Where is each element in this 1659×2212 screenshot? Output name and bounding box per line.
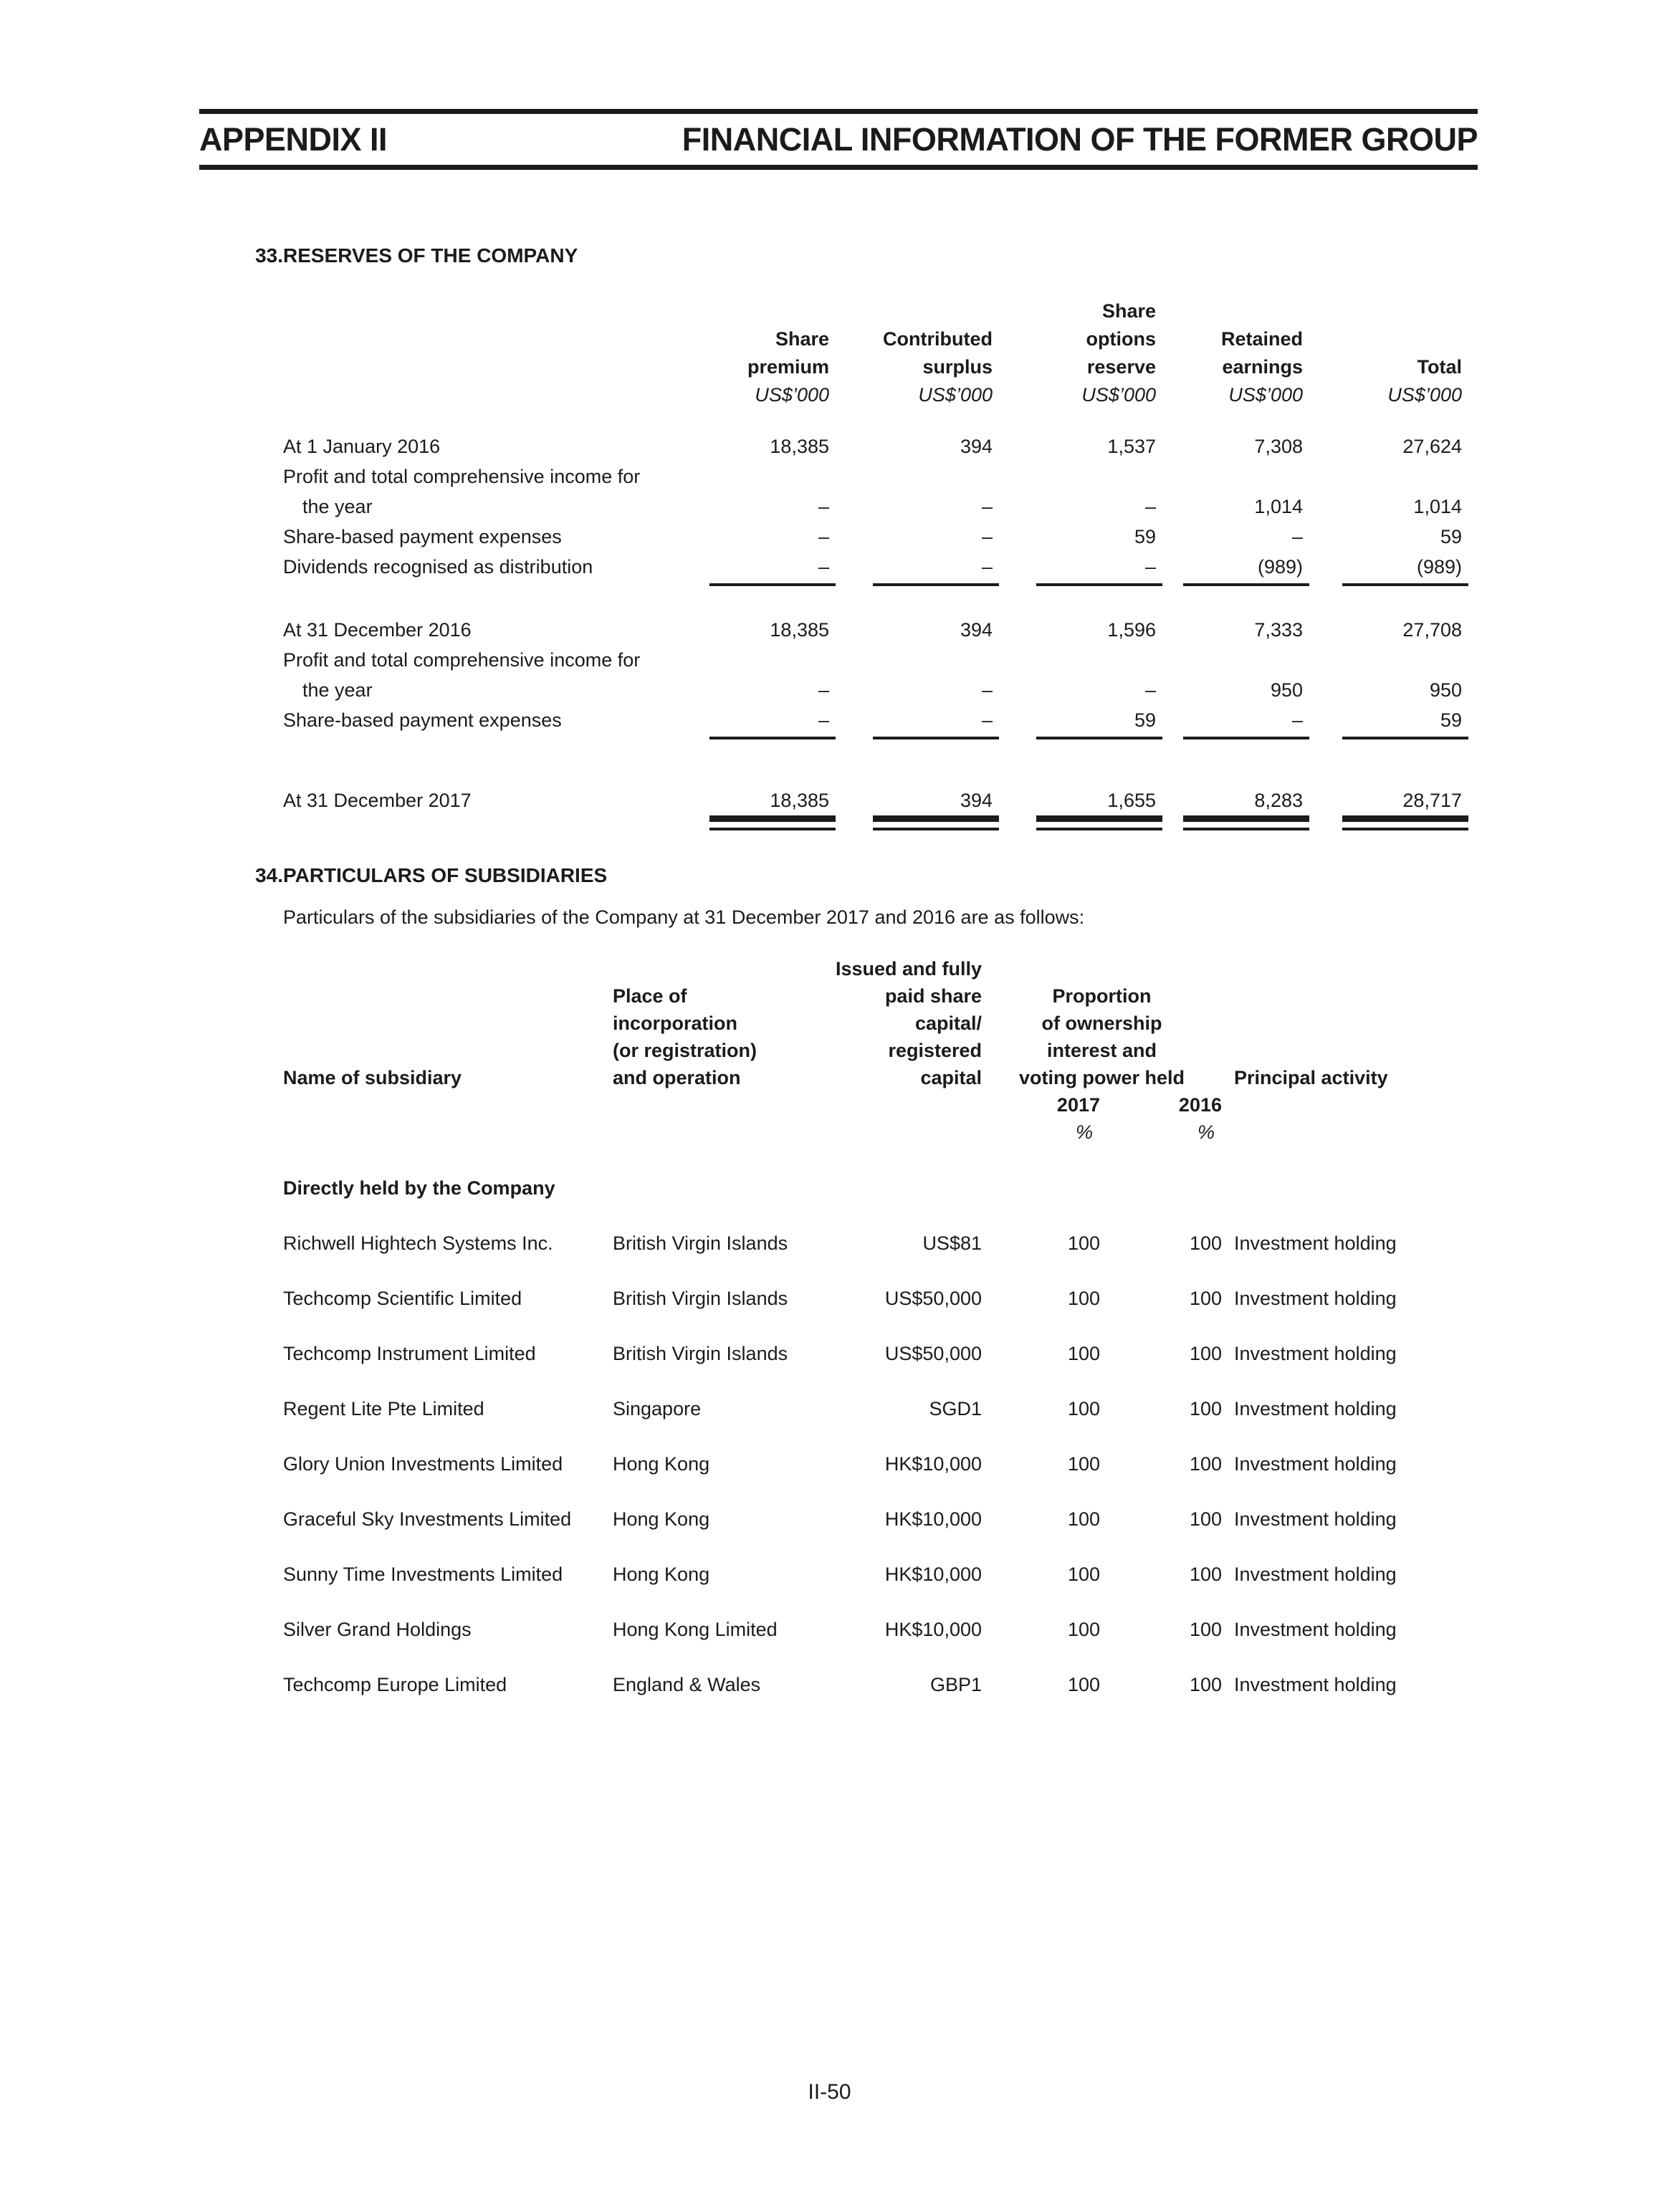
cell-value: – [818, 679, 829, 701]
cell-value: – [818, 556, 829, 578]
cell-value [1156, 461, 1303, 492]
cell-held-2017: 100 [1067, 1453, 1100, 1475]
cell-value: (989) [1257, 556, 1303, 578]
document-title: FINANCIAL INFORMATION OF THE FORMER GROUP [682, 121, 1478, 158]
cell-place: England & Wales [613, 1674, 761, 1695]
cell-held-2016: 100 [1189, 1343, 1222, 1364]
cell-value: 18,385 [770, 436, 829, 457]
subsidiaries-table [0, 955, 1659, 1728]
cell-held-2017: 100 [1067, 1508, 1100, 1530]
double-rule [709, 815, 836, 830]
col-header-line: of ownership [1041, 1012, 1162, 1034]
cell-value: – [818, 526, 829, 547]
column-header [993, 297, 1156, 381]
cell-capital: US$81 [922, 1232, 982, 1254]
cell-value: 59 [1134, 526, 1156, 547]
table-row [283, 552, 1462, 582]
col-header-line: Proportion [1052, 985, 1152, 1007]
table-row [283, 1231, 1659, 1286]
rule-cell [283, 815, 709, 831]
cell-place: Hong Kong [613, 1508, 710, 1530]
single-rule [873, 737, 999, 739]
unit-label: US$’000 [918, 384, 993, 406]
cell-activity: Investment holding [1234, 1564, 1397, 1585]
double-rule [1183, 815, 1309, 830]
cell-value: – [981, 496, 993, 517]
cell-held-2016: 100 [1189, 1232, 1222, 1254]
unit-label: US$’000 [755, 384, 829, 406]
cell-value: – [981, 679, 993, 701]
col-header-capital [813, 955, 982, 1091]
cell-value [1156, 645, 1303, 675]
cell-held-2017: 100 [1067, 1398, 1100, 1419]
cell-name: Silver Grand Holdings [283, 1619, 472, 1640]
percent-label: % [1197, 1121, 1215, 1143]
rule-cell [1303, 735, 1462, 785]
cell-held-2016: 100 [1189, 1564, 1222, 1585]
cell-value: – [981, 526, 993, 547]
section-number: 34. [255, 864, 283, 886]
cell-name: Techcomp Europe Limited [283, 1674, 507, 1695]
unit-row [283, 381, 1462, 408]
rule-cell [283, 582, 709, 615]
cell-value [829, 461, 993, 492]
cell-activity: Investment holding [1234, 1453, 1397, 1475]
table-row [283, 785, 1462, 815]
cell-value: – [1144, 679, 1156, 701]
percent-header-row [283, 1119, 1659, 1146]
col-header-line: voting power held [1018, 1067, 1185, 1088]
cell-value [709, 645, 829, 675]
cell-activity: Investment holding [1234, 1232, 1397, 1254]
single-rule [1036, 737, 1162, 739]
column-header-line: Contributed [883, 328, 993, 350]
cell-activity: Investment holding [1234, 1674, 1397, 1695]
rule-cell [993, 815, 1156, 831]
column-header-line: reserve [1086, 356, 1156, 378]
cell-held-2017: 100 [1067, 1232, 1100, 1254]
cell-value: 394 [960, 790, 993, 811]
rule-cell [993, 735, 1156, 785]
cell-held-2016: 100 [1189, 1508, 1222, 1530]
table-row [283, 705, 1462, 735]
rule-cell [993, 582, 1156, 615]
percent-label: % [1075, 1121, 1093, 1143]
cell-name: Graceful Sky Investments Limited [283, 1508, 572, 1530]
year-2016-header: 2016 [1178, 1094, 1222, 1116]
cell-place: British Virgin Islands [613, 1343, 788, 1364]
cell-held-2017: 100 [1067, 1674, 1100, 1695]
cell-place: Hong Kong Limited [613, 1619, 778, 1640]
column-header [1156, 297, 1303, 381]
cell-activity: Investment holding [1234, 1343, 1397, 1364]
table-row [283, 492, 1462, 522]
cell-value: 59 [1440, 526, 1462, 547]
rule-cell [1303, 582, 1462, 615]
single-rule [1183, 583, 1309, 586]
table-row [283, 1617, 1659, 1672]
row-label: Share-based payment expenses [283, 526, 562, 547]
cell-value: – [981, 556, 993, 578]
cell-place: British Virgin Islands [613, 1232, 788, 1254]
cell-place: British Virgin Islands [613, 1288, 788, 1309]
appendix-label: APPENDIX II [199, 121, 388, 158]
unit-label: US$’000 [1228, 384, 1303, 406]
cell-activity: Investment holding [1234, 1288, 1397, 1309]
rule-cell [1156, 815, 1303, 831]
cell-value: 27,624 [1402, 436, 1462, 457]
section-title: PARTICULARS OF SUBSIDIARIES [283, 864, 608, 886]
cell-held-2016: 100 [1189, 1453, 1222, 1475]
cell-place: Hong Kong [613, 1564, 710, 1585]
col-header-line: incorporation [613, 1012, 737, 1034]
cell-value [993, 461, 1156, 492]
cell-activity: Investment holding [1234, 1619, 1397, 1640]
column-header-line: Share [1101, 300, 1156, 322]
row-label: Share-based payment expenses [283, 709, 562, 731]
cell-value [829, 645, 993, 675]
cell-value: 1,537 [1107, 436, 1156, 457]
rule-cell [283, 735, 709, 785]
cell-value: 394 [960, 619, 993, 641]
table-row [283, 1507, 1659, 1562]
cell-activity: Investment holding [1234, 1508, 1397, 1530]
rule-cell [709, 735, 829, 785]
subsidiaries-table-head [283, 955, 1659, 1091]
section-heading-reserves [199, 244, 1478, 268]
column-rule-row [283, 735, 1462, 785]
table-header-row [283, 297, 1462, 381]
cell-capital: HK$10,000 [884, 1453, 982, 1475]
cell-value [1303, 461, 1462, 492]
single-rule [873, 583, 999, 586]
single-rule [709, 737, 836, 739]
cell-value: 18,385 [770, 790, 829, 811]
table-row [283, 675, 1462, 705]
col-header-line: capital/ [914, 1012, 982, 1034]
row-label: the year [302, 679, 373, 701]
cell-value [709, 461, 829, 492]
double-rule [873, 815, 999, 830]
single-rule [1036, 583, 1162, 586]
row-label: At 1 January 2016 [283, 436, 441, 457]
col-header-line: (or registration) [613, 1040, 757, 1061]
unit-label: US$’000 [1081, 384, 1156, 406]
column-header-line: Share [775, 328, 829, 350]
cell-value: 1,596 [1107, 619, 1156, 641]
column-header-line: Retained [1220, 328, 1303, 350]
column-rule-row [283, 582, 1462, 615]
cell-value: 59 [1440, 709, 1462, 731]
year-header-row [283, 1091, 1659, 1119]
spacer-cell [283, 408, 1462, 431]
cell-capital: HK$10,000 [884, 1508, 982, 1530]
cell-held-2017: 100 [1067, 1288, 1100, 1309]
cell-value: – [1144, 496, 1156, 517]
double-rule-row [283, 815, 1462, 831]
cell-value: – [818, 496, 829, 517]
row-label: Profit and total comprehensive income for [283, 649, 641, 671]
col-header-line: and operation [613, 1067, 741, 1088]
col-header-place [613, 982, 813, 1091]
section-title: RESERVES OF THE COMPANY [283, 244, 578, 267]
header-rule-top [199, 109, 1478, 114]
column-header [709, 297, 829, 381]
cell-place: Hong Kong [613, 1453, 710, 1475]
col-header-line: Issued and fully [835, 958, 982, 980]
cell-value: 1,014 [1254, 496, 1303, 517]
cell-value: 59 [1134, 709, 1156, 731]
cell-held-2016: 100 [1189, 1288, 1222, 1309]
cell-value: 950 [1270, 679, 1303, 701]
cell-capital: SGD1 [929, 1398, 982, 1419]
spacer-cell [283, 381, 709, 408]
year-2017-header: 2017 [1056, 1094, 1100, 1116]
rule-cell [1156, 582, 1303, 615]
section-number: 33. [255, 244, 283, 267]
cell-name: Regent Lite Pte Limited [283, 1398, 484, 1419]
cell-capital: HK$10,000 [884, 1619, 982, 1640]
header-spacer-row [283, 408, 1462, 431]
rule-cell [709, 815, 829, 831]
header-rule-bottom [199, 165, 1478, 170]
column-header [1303, 297, 1462, 381]
cell-capital: HK$10,000 [884, 1564, 982, 1585]
cell-held-2016: 100 [1189, 1619, 1222, 1640]
single-rule [1342, 583, 1468, 586]
rule-cell [709, 582, 829, 615]
cell-value: 1,014 [1413, 496, 1462, 517]
reserves-table [283, 297, 1462, 831]
single-rule [1342, 737, 1468, 739]
single-rule [709, 583, 836, 586]
cell-name: Sunny Time Investments Limited [283, 1564, 563, 1585]
cell-value [993, 645, 1156, 675]
column-header-line: earnings [1222, 356, 1303, 378]
double-rule [1036, 815, 1162, 830]
unit-label: US$’000 [1387, 384, 1462, 406]
table-row [283, 1341, 1659, 1397]
rule-cell [829, 582, 993, 615]
cell-capital: GBP1 [929, 1674, 982, 1695]
col-header-line: registered [888, 1040, 982, 1061]
column-header-line: options [1086, 328, 1156, 350]
cell-value: – [1291, 709, 1303, 731]
spacer-cell [283, 297, 709, 381]
cell-value: – [818, 709, 829, 731]
cell-place: Singapore [613, 1398, 702, 1419]
col-header-line: interest and [1046, 1040, 1157, 1061]
cell-held-2016: 100 [1189, 1674, 1222, 1695]
rule-cell [829, 735, 993, 785]
column-header-line: Total [1417, 356, 1462, 378]
table-row [283, 615, 1462, 645]
table-row [283, 461, 1462, 492]
table-row [283, 431, 1462, 461]
row-label: Profit and total comprehensive income for [283, 466, 641, 487]
cell-capital: US$50,000 [884, 1343, 982, 1364]
reserves-table-body [283, 431, 1462, 831]
cell-value: 950 [1429, 679, 1462, 701]
cell-name: Techcomp Scientific Limited [283, 1288, 522, 1309]
table-row [283, 1286, 1659, 1341]
col-header-line: paid share [884, 985, 982, 1007]
rule-cell [829, 815, 993, 831]
table-row [283, 1452, 1659, 1507]
cell-held-2017: 100 [1067, 1343, 1100, 1364]
page-number: II-50 [808, 2080, 851, 2104]
cell-held-2017: 100 [1067, 1619, 1100, 1640]
cell-value: 28,717 [1402, 790, 1462, 811]
table-row [283, 1672, 1659, 1728]
cell-value [1303, 645, 1462, 675]
col-header-activity: Principal activity [1234, 1067, 1388, 1088]
cell-value: (989) [1416, 556, 1462, 578]
cell-name: Richwell Hightech Systems Inc. [283, 1232, 553, 1254]
col-header-line: capital [920, 1067, 982, 1088]
column-header-line: surplus [922, 356, 993, 378]
double-rule [1342, 815, 1468, 830]
cell-value: 7,308 [1254, 436, 1303, 457]
col-header-name: Name of subsidiary [283, 1067, 462, 1088]
column-header [829, 297, 993, 381]
cell-held-2016: 100 [1189, 1398, 1222, 1419]
cell-value: 394 [960, 436, 993, 457]
cell-value: – [981, 709, 993, 731]
section-heading-subsidiaries [199, 863, 1478, 888]
col-header-line: Place of [613, 985, 687, 1007]
row-label: At 31 December 2016 [283, 619, 472, 641]
cell-value: – [1144, 556, 1156, 578]
cell-held-2017: 100 [1067, 1564, 1100, 1585]
cell-value: 27,708 [1402, 619, 1462, 641]
col-header-proportion [982, 982, 1222, 1091]
table-row [283, 522, 1462, 552]
row-label: the year [302, 496, 373, 517]
table-row [283, 645, 1462, 675]
cell-value: – [1291, 526, 1303, 547]
cell-value: 1,655 [1107, 790, 1156, 811]
cell-capital: US$50,000 [884, 1288, 982, 1309]
row-label: At 31 December 2017 [283, 790, 472, 811]
cell-value: 7,333 [1254, 619, 1303, 641]
cell-value: 8,283 [1254, 790, 1303, 811]
cell-value: 18,385 [770, 619, 829, 641]
rule-cell [1156, 735, 1303, 785]
rule-cell [1303, 815, 1462, 831]
column-header-line: premium [747, 356, 829, 378]
table-row [283, 1397, 1659, 1452]
table-row [283, 1562, 1659, 1617]
single-rule [1183, 737, 1309, 739]
cell-activity: Investment holding [1234, 1398, 1397, 1419]
intro-text: Particulars of the subsidiaries of the Company at 31 December 2017 and 2016 are as follows: [283, 906, 1085, 928]
subsidiaries-rows [0, 1231, 1659, 1728]
cell-name: Techcomp Instrument Limited [283, 1343, 536, 1364]
reserves-table-head [283, 297, 1462, 431]
page-header [199, 114, 1478, 165]
group-label: Directly held by the Company [283, 1177, 555, 1199]
row-label: Dividends recognised as distribution [283, 556, 593, 578]
cell-name: Glory Union Investments Limited [283, 1453, 563, 1475]
